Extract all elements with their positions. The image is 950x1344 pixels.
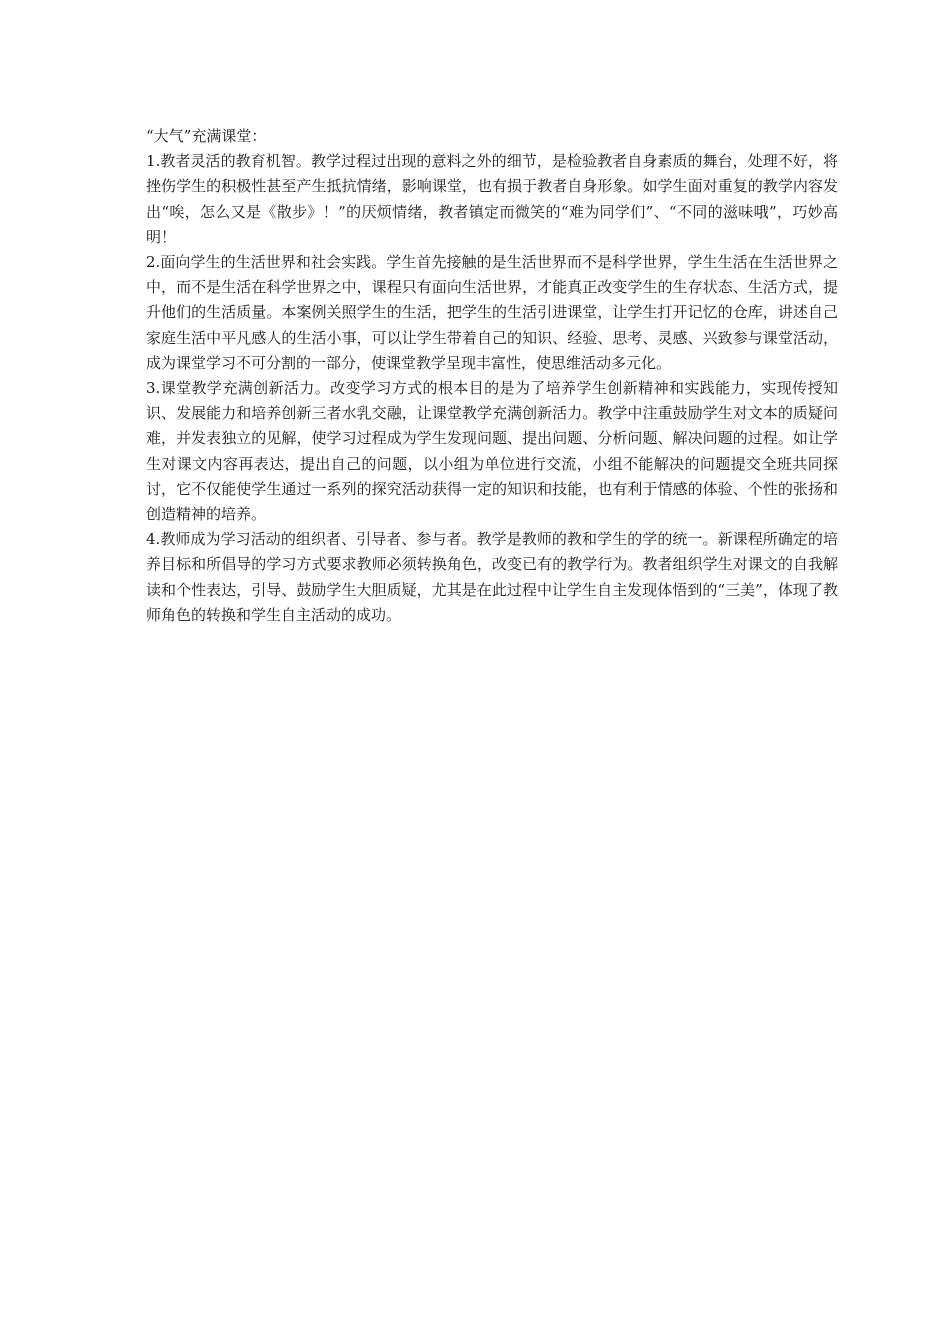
paragraph-3: 3.课堂教学充满创新活力。改变学习方式的根本目的是为了培养学生创新精神和实践能力，实现传授知识、发展能力和培养创新三者水乳交融，让课堂教学充满创新活力。教学中注重鼓励学生对文本的质疑问难，并发表独立的见解，使学习过程成为学生发现问题、提出问题、分析问题、解决问题的过程。如让学生对课文内容再表达，提出自己的问题，以小组为单位进行交流，小组不能解决的问题提交全班共同探讨，它不仅能使学生通过一系列的探究活动获得一定的知识和技能，也有利于情感的体验、个性的张扬和创造精神的培养。 <box>146 379 838 524</box>
document-body <box>146 124 838 628</box>
paragraph-1: 1.教者灵活的教育机智。教学过程过出现的意料之外的细节，是检验教者自身素质的舞台，处理不好，将挫伤学生的积极性甚至产生抵抗情绪，影响课堂，也有损于教者自身形象。如学生面对重复的教学内容发出“唉，怎么又是《散步》！”的厌烦情绪，教者镇定而微笑的“难为同学们”、“不同的滋味哦”，巧妙高明！ <box>146 152 838 246</box>
paragraph-4: 4.教师成为学习活动的组织者、引导者、参与者。教学是教师的教和学生的学的统一。新课程所确定的培养目标和所倡导的学习方式要求教师必须转换角色，改变已有的教学行为。教者组织学生对课文的自我解读和个性表达，引导、鼓励学生大胆质疑，尤其是在此过程中让学生自主发现体悟到的“三美”，体现了教师角色的转换和学生自主活动的成功。 <box>146 530 838 624</box>
section-heading: “大气”充满课堂： <box>146 127 267 145</box>
paragraph-2: 2.面向学生的生活世界和社会实践。学生首先接触的是生活世界而不是科学世界，学生生活在生活世界之中，而不是生活在科学世界之中，课程只有面向生活世界，才能真正改变学生的生存状态、生活方式，提升他们的生活质量。本案例关照学生的生活，把学生的生活引进课堂，让学生打开记忆的仓库，讲述自己家庭生活中平凡感人的生活小事，可以让学生带着自己的知识、经验、思考、灵感、兴致参与课堂活动，成为课堂学习不可分割的一部分，使课堂教学呈现丰富性，使思维活动多元化。 <box>146 253 838 372</box>
